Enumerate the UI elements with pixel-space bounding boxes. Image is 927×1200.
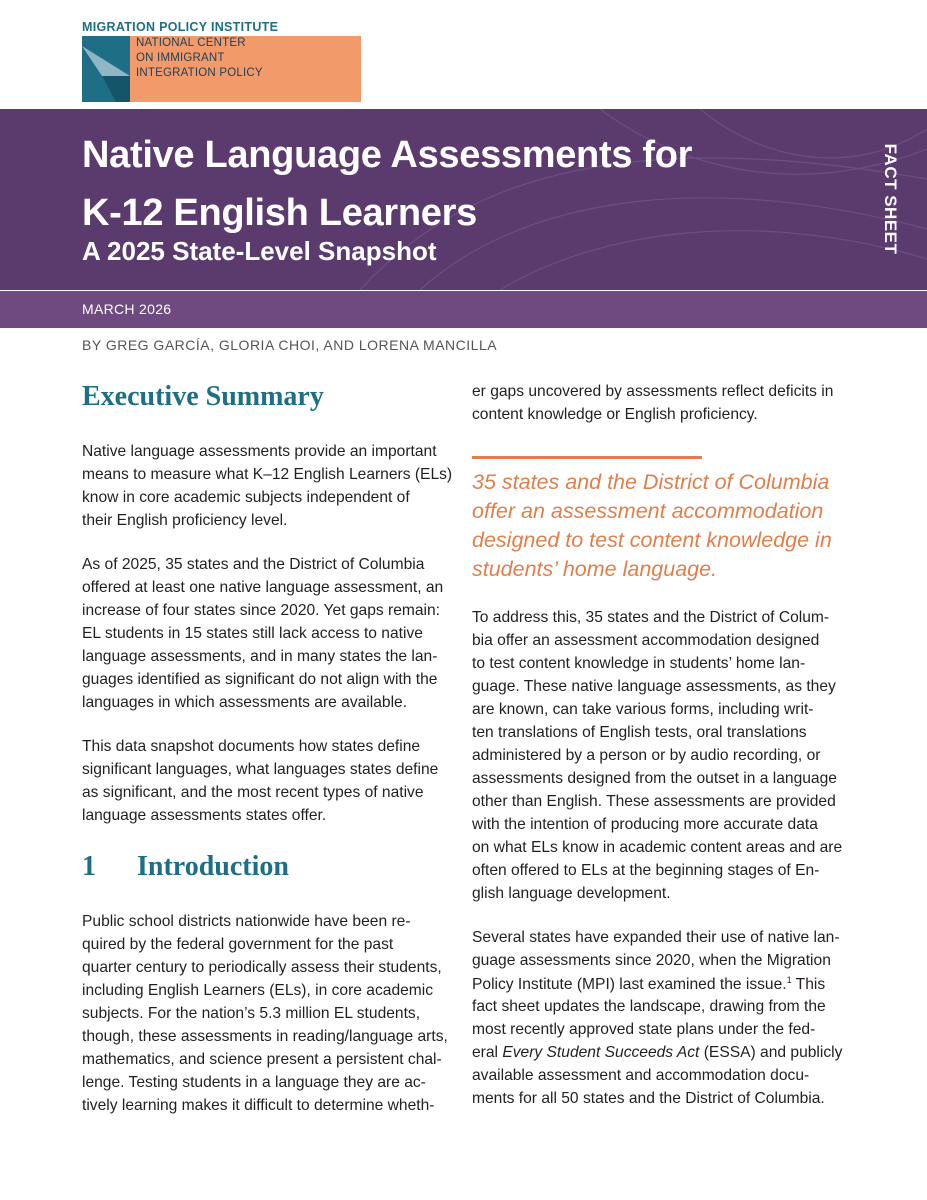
body-line: As of 2025, 35 states and the District of Columbia (82, 556, 425, 573)
logo-org-name: MIGRATION POLICY INSTITUTE (82, 20, 279, 34)
body-line: lenge. Testing students in a language they are ac- (82, 1074, 426, 1091)
body-line: with the intention of producing more accurate data (472, 816, 818, 833)
body-line: Native language assessments provide an important (82, 443, 437, 460)
page-subtitle: A 2025 State-Level Snapshot (82, 236, 437, 266)
body-line: guages identified as significant do not align with the (82, 671, 438, 688)
body-line: increase of four states since 2020. Yet gaps remain: (82, 602, 441, 619)
body-line: including English Learners (ELs), in core academic (82, 982, 434, 999)
title-line: K-12 English Learners (82, 192, 477, 234)
body-line: mathematics, and science present a persistent chal- (82, 1051, 442, 1068)
mpi-logo (82, 20, 282, 84)
logo-center-line: NATIONAL CENTER (136, 37, 246, 49)
body-line: language assessments, and in many states the lan- (82, 648, 438, 665)
byline: BY GREG GARCÍA, GLORIA CHOI, AND LORENA MANCILLA (82, 337, 498, 353)
body-line (472, 975, 825, 994)
body-line: ments for all 50 states and the District of Columbia. (472, 1090, 825, 1107)
body-line: content knowledge or English proficiency. (472, 406, 758, 423)
pull-quote-line: designed to test content knowledge in (472, 528, 832, 552)
logo-center-box (130, 36, 361, 102)
body-line: on what ELs know in academic content areas and are (472, 839, 843, 856)
body-line: Public school districts nationwide have been re- (82, 913, 411, 930)
pull-quote-rule (472, 456, 702, 459)
body-line: are known, can take various forms, including writ- (472, 701, 814, 718)
body-text: (ESSA) (699, 1044, 761, 1061)
body-line: quarter century to periodically assess their students, (82, 959, 442, 976)
title-line: Native Language Assessments for (82, 134, 693, 176)
body-line: tively learning makes it difficult to determine wheth- (82, 1097, 435, 1114)
logo-center-line: ON IMMIGRANT (136, 52, 225, 64)
body-line: most recently approved state plans under the fed- (472, 1021, 816, 1038)
body-line: other than English. These assessments are provided (472, 793, 836, 810)
body-line: know in core academic subjects independent of (82, 489, 410, 506)
body-line: offered at least one native language assessment, an (82, 579, 444, 596)
fact-sheet-label: FACT SHEET (881, 143, 900, 255)
introduction-heading: Introduction (137, 851, 289, 882)
body-line (472, 1044, 842, 1062)
body-text: eral (472, 1044, 503, 1061)
body-text: and publicly (760, 1044, 843, 1061)
body-line: available assessment and accommodation docu- (472, 1067, 810, 1084)
body-text: This (791, 976, 826, 994)
publication-date: MARCH 2026 (82, 301, 172, 317)
pull-quote-line: 35 states and the District of Columbia (472, 470, 830, 494)
body-line: assessments designed from the outset in a language (472, 770, 837, 787)
footnote-ref-1[interactable]: 1 (786, 975, 792, 985)
body-line: their English proficiency level. (82, 512, 288, 529)
logo-mark-icon (82, 36, 130, 102)
executive-summary-heading: Executive Summary (82, 381, 324, 412)
pull-quote-line: offer an assessment accommodation (472, 499, 824, 523)
body-line: This data snapshot documents how states define (82, 738, 421, 755)
body-line: often offered to ELs at the beginning stages of En- (472, 862, 820, 879)
body-line: means to measure what K–12 English Learners (ELs) (82, 466, 453, 483)
body-line: bia offer an assessment accommodation designed (472, 632, 820, 649)
body-line: ten translations of English tests, oral translations (472, 724, 807, 741)
body-line: guage assessments since 2020, when the Migration (472, 952, 831, 969)
body-line: significant languages, what languages states define (82, 761, 439, 778)
section-number: 1 (82, 851, 96, 882)
logo-center-line: INTEGRATION POLICY (136, 67, 263, 79)
fact-sheet-tag (878, 143, 902, 255)
body-line: though, these assessments in reading/language arts, (82, 1028, 448, 1045)
body-line: quired by the federal government for the past (82, 936, 394, 953)
body-line: To address this, 35 states and the District of Colum- (472, 609, 830, 626)
body-line: guage. These native language assessments, as they (472, 678, 836, 695)
body-line: languages in which assessments are available. (82, 694, 408, 711)
body-line: Several states have expanded their use of native lan- (472, 929, 840, 946)
body-line: glish language development. (472, 885, 671, 902)
body-line: language assessments states offer. (82, 807, 327, 824)
body-line: EL students in 15 states still lack access to native (82, 625, 423, 642)
body-line: er gaps uncovered by assessments reflect deficits in (472, 383, 834, 400)
body-text: Policy Institute (MPI) last examined the issue. (472, 976, 787, 994)
pull-quote-line: students’ home language. (472, 557, 718, 581)
body-line: administered by a person or by audio recording, or (472, 747, 821, 764)
body-line: subjects. For the nation’s 5.3 million EL students, (82, 1005, 421, 1022)
page-title (82, 126, 692, 242)
body-line: fact sheet updates the landscape, drawing from the (472, 998, 826, 1015)
essa-act-title: Every Student Succeeds Act (502, 1044, 700, 1061)
body-line: to test content knowledge in students’ home lan- (472, 655, 806, 672)
body-line: as significant, and the most recent types of native (82, 784, 424, 801)
